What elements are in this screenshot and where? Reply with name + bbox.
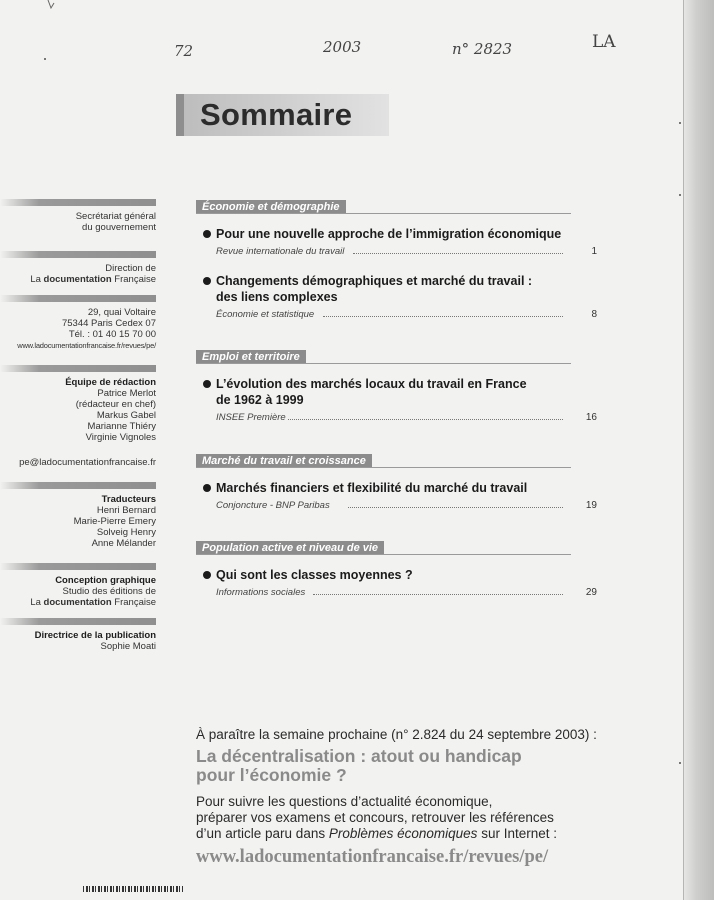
section-label-marche: Marché du travail et croissance xyxy=(196,454,372,468)
toc-entry[interactable] xyxy=(203,376,603,424)
section-label-economie: Économie et démographie xyxy=(196,200,346,214)
sidebar-address1: 29, quai Voltaire xyxy=(87,307,156,318)
sidebar-brand xyxy=(0,597,156,608)
handwritten-year: 2003 xyxy=(323,38,362,56)
sidebar-email xyxy=(0,457,156,468)
toc-entry[interactable] xyxy=(203,273,603,321)
design-line: Studio des éditions de xyxy=(62,586,156,597)
team-member: Patrice Merlot xyxy=(97,388,156,399)
sidebar-rule xyxy=(0,563,156,570)
scan-speck xyxy=(679,762,681,764)
article-source: Informations sociales 29 xyxy=(216,587,597,598)
section-label-population: Population active et niveau de vie xyxy=(196,541,384,555)
sidebar-email-address[interactable]: pe@ladocumentationfrancaise.fr xyxy=(19,457,156,468)
handwritten-number: 72 xyxy=(174,42,194,60)
upcoming-issue xyxy=(196,727,666,868)
page-title: Sommaire xyxy=(200,97,353,132)
brand-francaise: Française xyxy=(114,274,156,285)
sidebar-brand xyxy=(0,274,156,285)
dot-leaders xyxy=(288,419,563,420)
sidebar-sgg-line2: du gouvernement xyxy=(82,222,156,233)
section-rule xyxy=(196,467,571,468)
barcode xyxy=(83,886,183,892)
article-source: INSEE Première 16 xyxy=(216,412,597,423)
design-heading: Conception graphique xyxy=(55,575,156,586)
article-source: Conjoncture - BNP Paribas 19 xyxy=(216,500,597,511)
article-source: Économie et statistique 8 xyxy=(216,309,597,320)
page-number: 19 xyxy=(585,500,597,511)
translators-heading: Traducteurs xyxy=(101,494,156,505)
team-member: Virginie Vignoles xyxy=(85,432,156,443)
sidebar-direction-line: Direction de xyxy=(105,263,156,274)
upcoming-text: Pour suivre les questions d’actualité économique, préparer vos examens et concours, retrouver les références d’un article paru dans Problèmes économiques sur Internet : xyxy=(196,794,557,841)
article-title: Pour une nouvelle approche de l’immigration économique xyxy=(203,226,603,242)
sidebar-sgg-line1: Secrétariat général xyxy=(75,211,156,222)
toc-entry[interactable] xyxy=(203,567,603,599)
brand-la: La xyxy=(30,597,41,608)
bullet-icon xyxy=(203,571,211,579)
article-title: Changements démographiques et marché du travail : des liens complexes xyxy=(203,273,603,305)
sidebar-website[interactable]: www.ladocumentationfrancaise.fr/revues/pe/ xyxy=(17,341,156,350)
toc-entry[interactable] xyxy=(203,480,603,512)
page-number: 16 xyxy=(585,412,597,423)
dot-leaders xyxy=(353,253,563,254)
sidebar-translators xyxy=(0,482,156,549)
section-rule xyxy=(196,363,571,364)
scan-speck xyxy=(44,58,46,60)
sidebar-address xyxy=(0,295,156,351)
brand-documentation: documentation xyxy=(43,597,112,608)
sidebar-sgg xyxy=(0,199,156,233)
sidebar-publication xyxy=(0,618,156,652)
title-accent-bar xyxy=(176,94,184,136)
page-number: 8 xyxy=(591,309,597,320)
page-edge-shadow xyxy=(684,0,714,900)
page-edge-line xyxy=(683,0,684,900)
upcoming-title: La décentralisation : atout ou handicap pour l’économie ? xyxy=(196,746,522,785)
scan-speck xyxy=(679,194,681,196)
brand-documentation: documentation xyxy=(43,274,112,285)
article-title: L’évolution des marchés locaux du travail en France de 1962 à 1999 xyxy=(203,376,603,408)
handwritten-initials: LA xyxy=(592,32,616,52)
brand-la: La xyxy=(30,274,41,285)
upcoming-intro: À paraître la semaine prochaine (n° 2.824 du 24 septembre 2003) : xyxy=(196,727,597,742)
translator: Marie-Pierre Emery xyxy=(73,516,156,527)
team-member: (rédacteur en chef) xyxy=(75,399,156,410)
sidebar-rule xyxy=(0,365,156,372)
dot-leaders xyxy=(313,594,563,595)
bullet-icon xyxy=(203,484,211,492)
section-rule xyxy=(196,213,571,214)
page-number: 29 xyxy=(585,587,597,598)
scan-speck xyxy=(679,122,681,124)
section-label-emploi: Emploi et territoire xyxy=(196,350,306,364)
team-member: Markus Gabel xyxy=(96,410,156,421)
bullet-icon xyxy=(203,230,211,238)
team-member: Marianne Thiéry xyxy=(87,421,156,432)
publication-heading: Directrice de la publication xyxy=(34,630,156,641)
sidebar-team xyxy=(0,365,156,443)
translator: Henri Bernard xyxy=(96,505,156,516)
sidebar-masthead xyxy=(0,199,156,652)
sidebar-rule xyxy=(0,251,156,258)
bullet-icon xyxy=(203,277,211,285)
bullet-icon xyxy=(203,380,211,388)
toc-entry[interactable] xyxy=(203,226,603,258)
sidebar-rule xyxy=(0,199,156,206)
upcoming-url[interactable]: www.ladocumentationfrancaise.fr/revues/pe/ xyxy=(196,847,549,867)
sidebar-address2: 75344 Paris Cedex 07 xyxy=(61,318,156,329)
section-rule xyxy=(196,554,571,555)
brand-francaise: Française xyxy=(114,597,156,608)
team-heading: Équipe de rédaction xyxy=(65,377,156,388)
sidebar-rule xyxy=(0,482,156,489)
journal-name: Problèmes économiques xyxy=(328,826,478,841)
dot-leaders xyxy=(348,507,563,508)
translator: Anne Mélander xyxy=(91,538,156,549)
sidebar-rule xyxy=(0,618,156,625)
page-number: 1 xyxy=(591,246,597,257)
translator: Solveig Henry xyxy=(96,527,156,538)
article-source: Revue internationale du travail 1 xyxy=(216,246,597,257)
sidebar-phone: Tél. : 01 40 15 70 00 xyxy=(68,329,156,340)
sidebar-direction xyxy=(0,251,156,285)
handwritten-issue: n° 2823 xyxy=(452,40,513,58)
scan-mark-icon xyxy=(46,0,56,12)
dot-leaders xyxy=(323,316,563,317)
sidebar-rule xyxy=(0,295,156,302)
publication-director: Sophie Moati xyxy=(100,641,156,652)
article-title: Qui sont les classes moyennes ? xyxy=(203,567,603,583)
sidebar-design xyxy=(0,563,156,608)
article-title: Marchés financiers et flexibilité du marché du travail xyxy=(203,480,603,496)
